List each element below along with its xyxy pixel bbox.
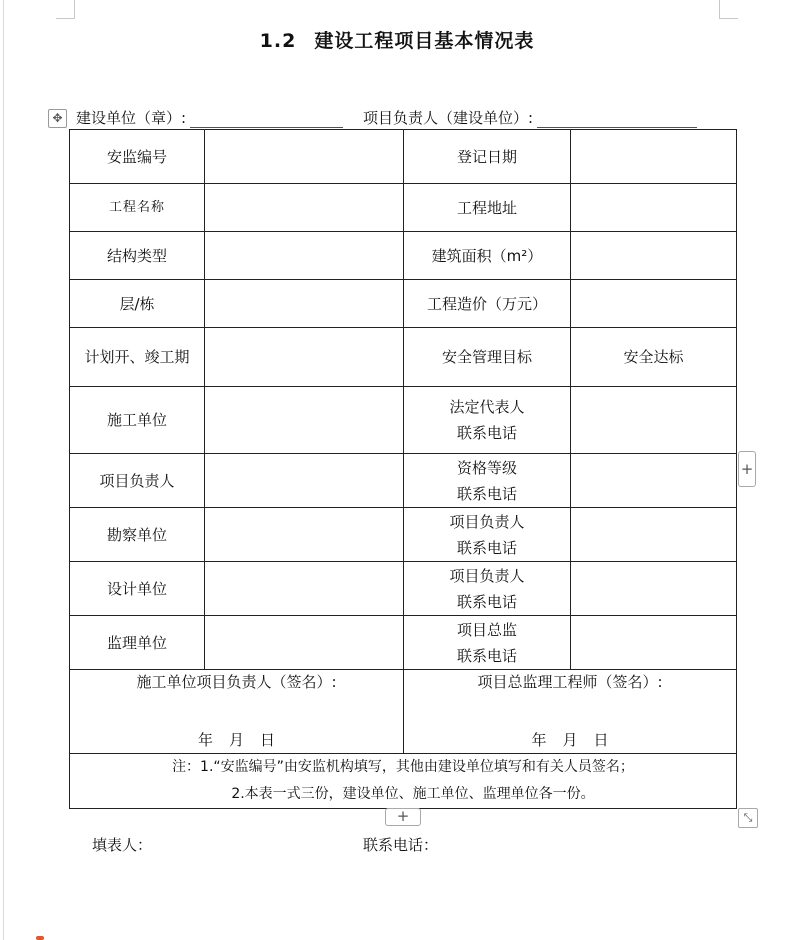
add-column-icon[interactable]: +: [738, 451, 756, 487]
value-cell[interactable]: [205, 130, 404, 184]
year-label: 年: [531, 731, 547, 749]
table-row: [70, 280, 737, 328]
project-info-table: [69, 129, 737, 809]
signature-row: [70, 670, 737, 754]
table-row: [70, 562, 737, 616]
value-cell[interactable]: [205, 184, 404, 232]
day-label: 日: [260, 731, 276, 749]
table-row: [70, 454, 737, 508]
value-cell[interactable]: [571, 232, 737, 280]
label-cell-stacked: [404, 508, 571, 562]
label-line: 资格等级: [456, 458, 517, 477]
label-line: 联系电话: [456, 538, 517, 557]
value-cell[interactable]: [571, 387, 737, 454]
table-row: [70, 387, 737, 454]
value-cell[interactable]: [205, 454, 404, 508]
title-number: 1.2: [259, 30, 297, 52]
value-cell[interactable]: [571, 184, 737, 232]
phone-label: 联系电话：: [363, 836, 439, 854]
note-line-1: 注：1.“安监编号”由安监机构填写，其他由建设单位填写和有关人员签名；: [172, 759, 634, 775]
label-line: 联系电话: [456, 646, 517, 665]
title-text: 建设工程项目基本情况表: [314, 30, 535, 52]
page-marker: [36, 936, 44, 940]
page-title: [0, 26, 794, 53]
value-cell[interactable]: [205, 328, 404, 387]
note-line-2: 2.本表一式三份，建设单位、施工单位、监理单位各一份。: [231, 786, 595, 802]
value-cell[interactable]: [571, 562, 737, 616]
safety-target-value[interactable]: 安全达标: [571, 328, 737, 387]
table-row: [70, 328, 737, 387]
label-cell: 结构类型: [70, 232, 205, 280]
month-label: 月: [562, 731, 578, 749]
label-cell-stacked: [404, 562, 571, 616]
value-cell[interactable]: [205, 562, 404, 616]
label-cell: 层/栋: [70, 280, 205, 328]
construction-unit-label: 建设单位（章）:: [76, 109, 187, 127]
label-line: 项目总监: [456, 620, 517, 639]
label-cell: 勘察单位: [70, 508, 205, 562]
margin-corner-mark-right: [719, 0, 738, 19]
label-line: 法定代表人: [449, 398, 525, 416]
signature-date: [70, 729, 403, 751]
note-cell: [70, 754, 737, 809]
value-cell[interactable]: [205, 616, 404, 670]
value-cell[interactable]: [571, 280, 737, 328]
year-label: 年: [197, 731, 213, 749]
signature-date: [404, 729, 736, 751]
label-line: 联系电话: [456, 592, 517, 611]
label-cell: 登记日期: [404, 130, 571, 184]
value-cell[interactable]: [571, 454, 737, 508]
filler-label: 填表人：: [92, 836, 153, 854]
day-label: 日: [593, 731, 609, 749]
table-resize-icon[interactable]: ⤡: [738, 808, 758, 828]
label-line: 项目负责人: [449, 512, 525, 531]
label-cell-stacked: [404, 616, 571, 670]
supervisor-signature-label: 项目总监理工程师（签名）:: [477, 673, 663, 691]
table-row: [70, 130, 737, 184]
label-cell: 设计单位: [70, 562, 205, 616]
contractor-signature-cell[interactable]: [70, 670, 404, 754]
project-leader-field: [363, 107, 697, 128]
label-line: 联系电话: [456, 424, 517, 442]
add-row-icon[interactable]: +: [385, 808, 421, 826]
value-cell[interactable]: [205, 508, 404, 562]
construction-unit-field: [76, 107, 343, 128]
label-cell: 建筑面积（m²）: [404, 232, 571, 280]
label-cell: 安监编号: [70, 130, 205, 184]
contractor-signature-label: 施工单位项目负责人（签名）:: [136, 673, 337, 691]
note-row: [70, 754, 737, 809]
margin-corner-mark-left: [56, 0, 75, 19]
label-line: 项目负责人: [449, 566, 525, 585]
label-cell: 监理单位: [70, 616, 205, 670]
value-cell[interactable]: [205, 280, 404, 328]
supervisor-signature-cell[interactable]: [404, 670, 737, 754]
label-line: 联系电话: [456, 484, 517, 503]
table-row: [70, 508, 737, 562]
label-cell: 项目负责人: [70, 454, 205, 508]
value-cell[interactable]: [205, 232, 404, 280]
project-leader-blank[interactable]: [537, 109, 697, 128]
project-leader-label: 项目负责人（建设单位）:: [363, 109, 534, 127]
value-cell[interactable]: [571, 508, 737, 562]
month-label: 月: [228, 731, 244, 749]
table-row: [70, 616, 737, 670]
label-cell-stacked: [404, 387, 571, 454]
label-cell: 工程地址: [404, 184, 571, 232]
construction-unit-blank[interactable]: [190, 109, 343, 128]
label-cell: 工程名称: [70, 184, 205, 232]
table-move-handle-icon[interactable]: ✥: [48, 109, 67, 128]
table-row: [70, 232, 737, 280]
page-edge: [3, 0, 4, 940]
table-row: [70, 184, 737, 232]
value-cell[interactable]: [205, 387, 404, 454]
label-cell: 计划开、竣工期: [70, 328, 205, 387]
value-cell[interactable]: [571, 130, 737, 184]
label-cell: 工程造价（万元）: [404, 280, 571, 328]
label-cell: 安全管理目标: [404, 328, 571, 387]
label-cell: 施工单位: [70, 387, 205, 454]
value-cell[interactable]: [571, 616, 737, 670]
label-cell-stacked: [404, 454, 571, 508]
